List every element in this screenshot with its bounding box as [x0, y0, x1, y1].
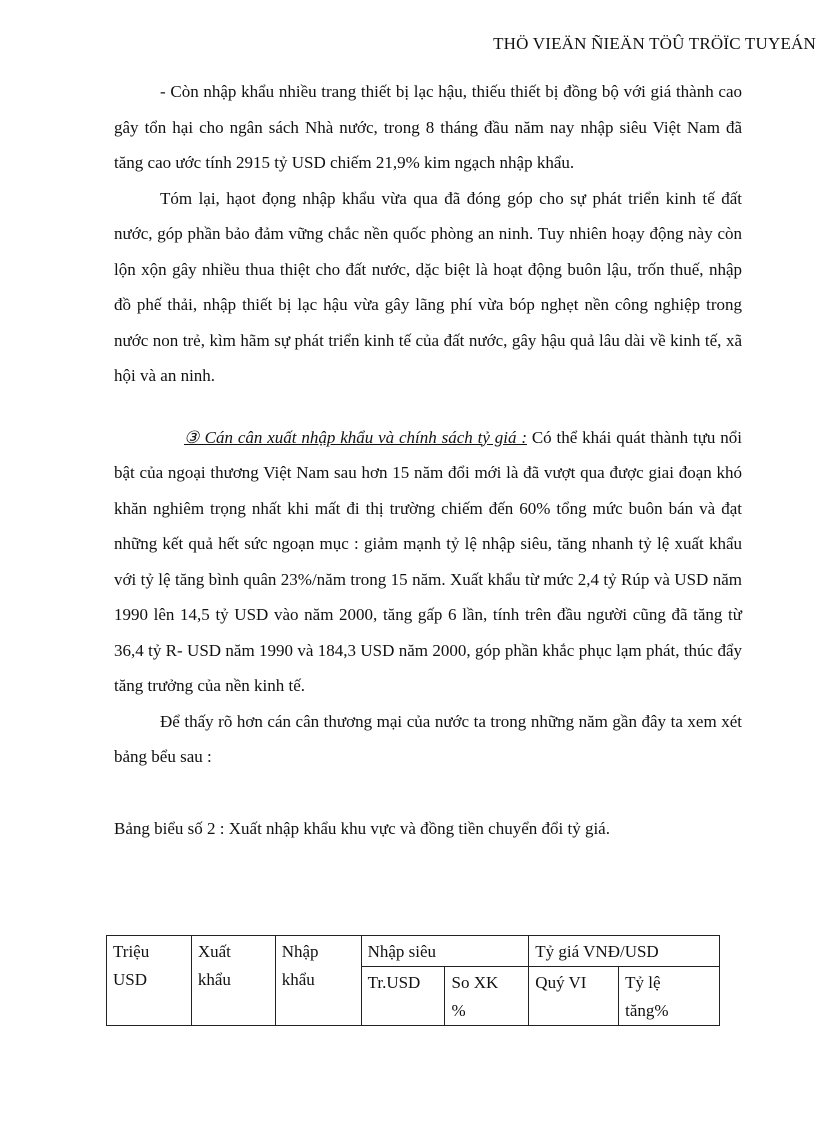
- paragraph-summary: Tóm lại, hạot đọng nhập khẩu vừa qua đã đóng góp cho sự phát triển kinh tế đất nước, góp phần bảo đảm vững chắc nền quốc phòng an ninh. Tuy nhiên hoạy động này còn lộn xộn gây nhiều thua thiệt cho đất nước, dặc biệt là hoạt động buôn lậu, trốn thuế, nhập đồ phế thải, nhập thiết bị lạc hậu vừa gây lãng phí vừa bóp nghẹt nền công nghiệp trong nước non trẻ, kìm hãm sự phát triển kinh tế của đất nước, gây hậu quả lâu dài về kinh tế, xã hội và an ninh.: [114, 188, 742, 385]
- header-cell-export: Xuất khẩu: [191, 936, 275, 1026]
- subheader-cell-growth-rate: Tỷ lệ tăng%: [619, 967, 720, 1026]
- spacer: [114, 775, 742, 811]
- table-caption: Bảng biểu số 2 : Xuất nhập khẩu khu vực và đồng tiền chuyển đổi tỷ giá.: [114, 818, 610, 838]
- subheader-cell-vs-export: So XK %: [445, 967, 529, 1026]
- header-cell-million-usd: Triệu USD: [107, 936, 192, 1026]
- section-body: Có thể khái quát thành tựu nổi bật của ngoại thương Việt Nam sau hơn 15 năm đổi mới là đã vượt qua được giai đoạn khó khăn nghiêm trọng nhất khi mất đi thị trường chiếm đến 60% tổng mức buôn bán và đạt những kết quả hết sức ngoạn mục : giảm mạnh tỷ lệ nhập siêu, tăng nhanh tỷ lệ xuất khẩu với tỷ lệ tăng bình quân 23%/năm trong 15 năm. Xuất khẩu từ mức 2,4 tỷ Rúp và USD năm 1990 lên 14,5 tỷ USD vào năm 2000, tăng gấp 6 lần, tính trên đầu người cũng đã tăng từ 36,4 tỷ R- USD năm 1990 và 184,3 USD năm 2000, góp phần khắc phục lạm phát, thúc đẩy tăng trưởng của nền kinh tế.: [114, 427, 742, 695]
- section-title: ③ Cán cân xuất nhập khẩu và chính sách tỷ giá :: [184, 427, 527, 447]
- table-header-row: [107, 936, 720, 967]
- trade-table: [106, 935, 720, 1026]
- page-header: THÖ VIEÄN ÑIEÄN TÖÛ TRÖÏC TUYEÁN: [493, 34, 816, 53]
- document-body: [114, 74, 742, 846]
- header-cell-exchange-rate: Tỷ giá VNĐ/USD: [529, 936, 720, 967]
- paragraph-import-issues: - Còn nhập khẩu nhiều trang thiết bị lạc hậu, thiếu thiết bị đồng bộ với giá thành cao gây tổn hại cho ngân sách Nhà nước, trong 8 tháng đầu năm nay nhập siêu Việt Nam đã tăng cao ước tính 2915 tỷ USD chiếm 21,9% kim ngạch nhập khẩu.: [114, 82, 742, 172]
- paragraph-table-intro: Để thấy rõ hơn cán cân thương mại của nước ta trong những năm gần đây ta xem xét bảng bểu sau :: [114, 711, 742, 766]
- subheader-cell-quarter: Quý VI: [529, 967, 619, 1026]
- header-cell-trade-deficit: Nhập siêu: [361, 936, 529, 967]
- subheader-cell-tr-usd: Tr.USD: [361, 967, 445, 1026]
- header-cell-import: Nhập khẩu: [275, 936, 361, 1026]
- spacer: [114, 394, 742, 420]
- paragraph-trade-balance: [114, 420, 742, 704]
